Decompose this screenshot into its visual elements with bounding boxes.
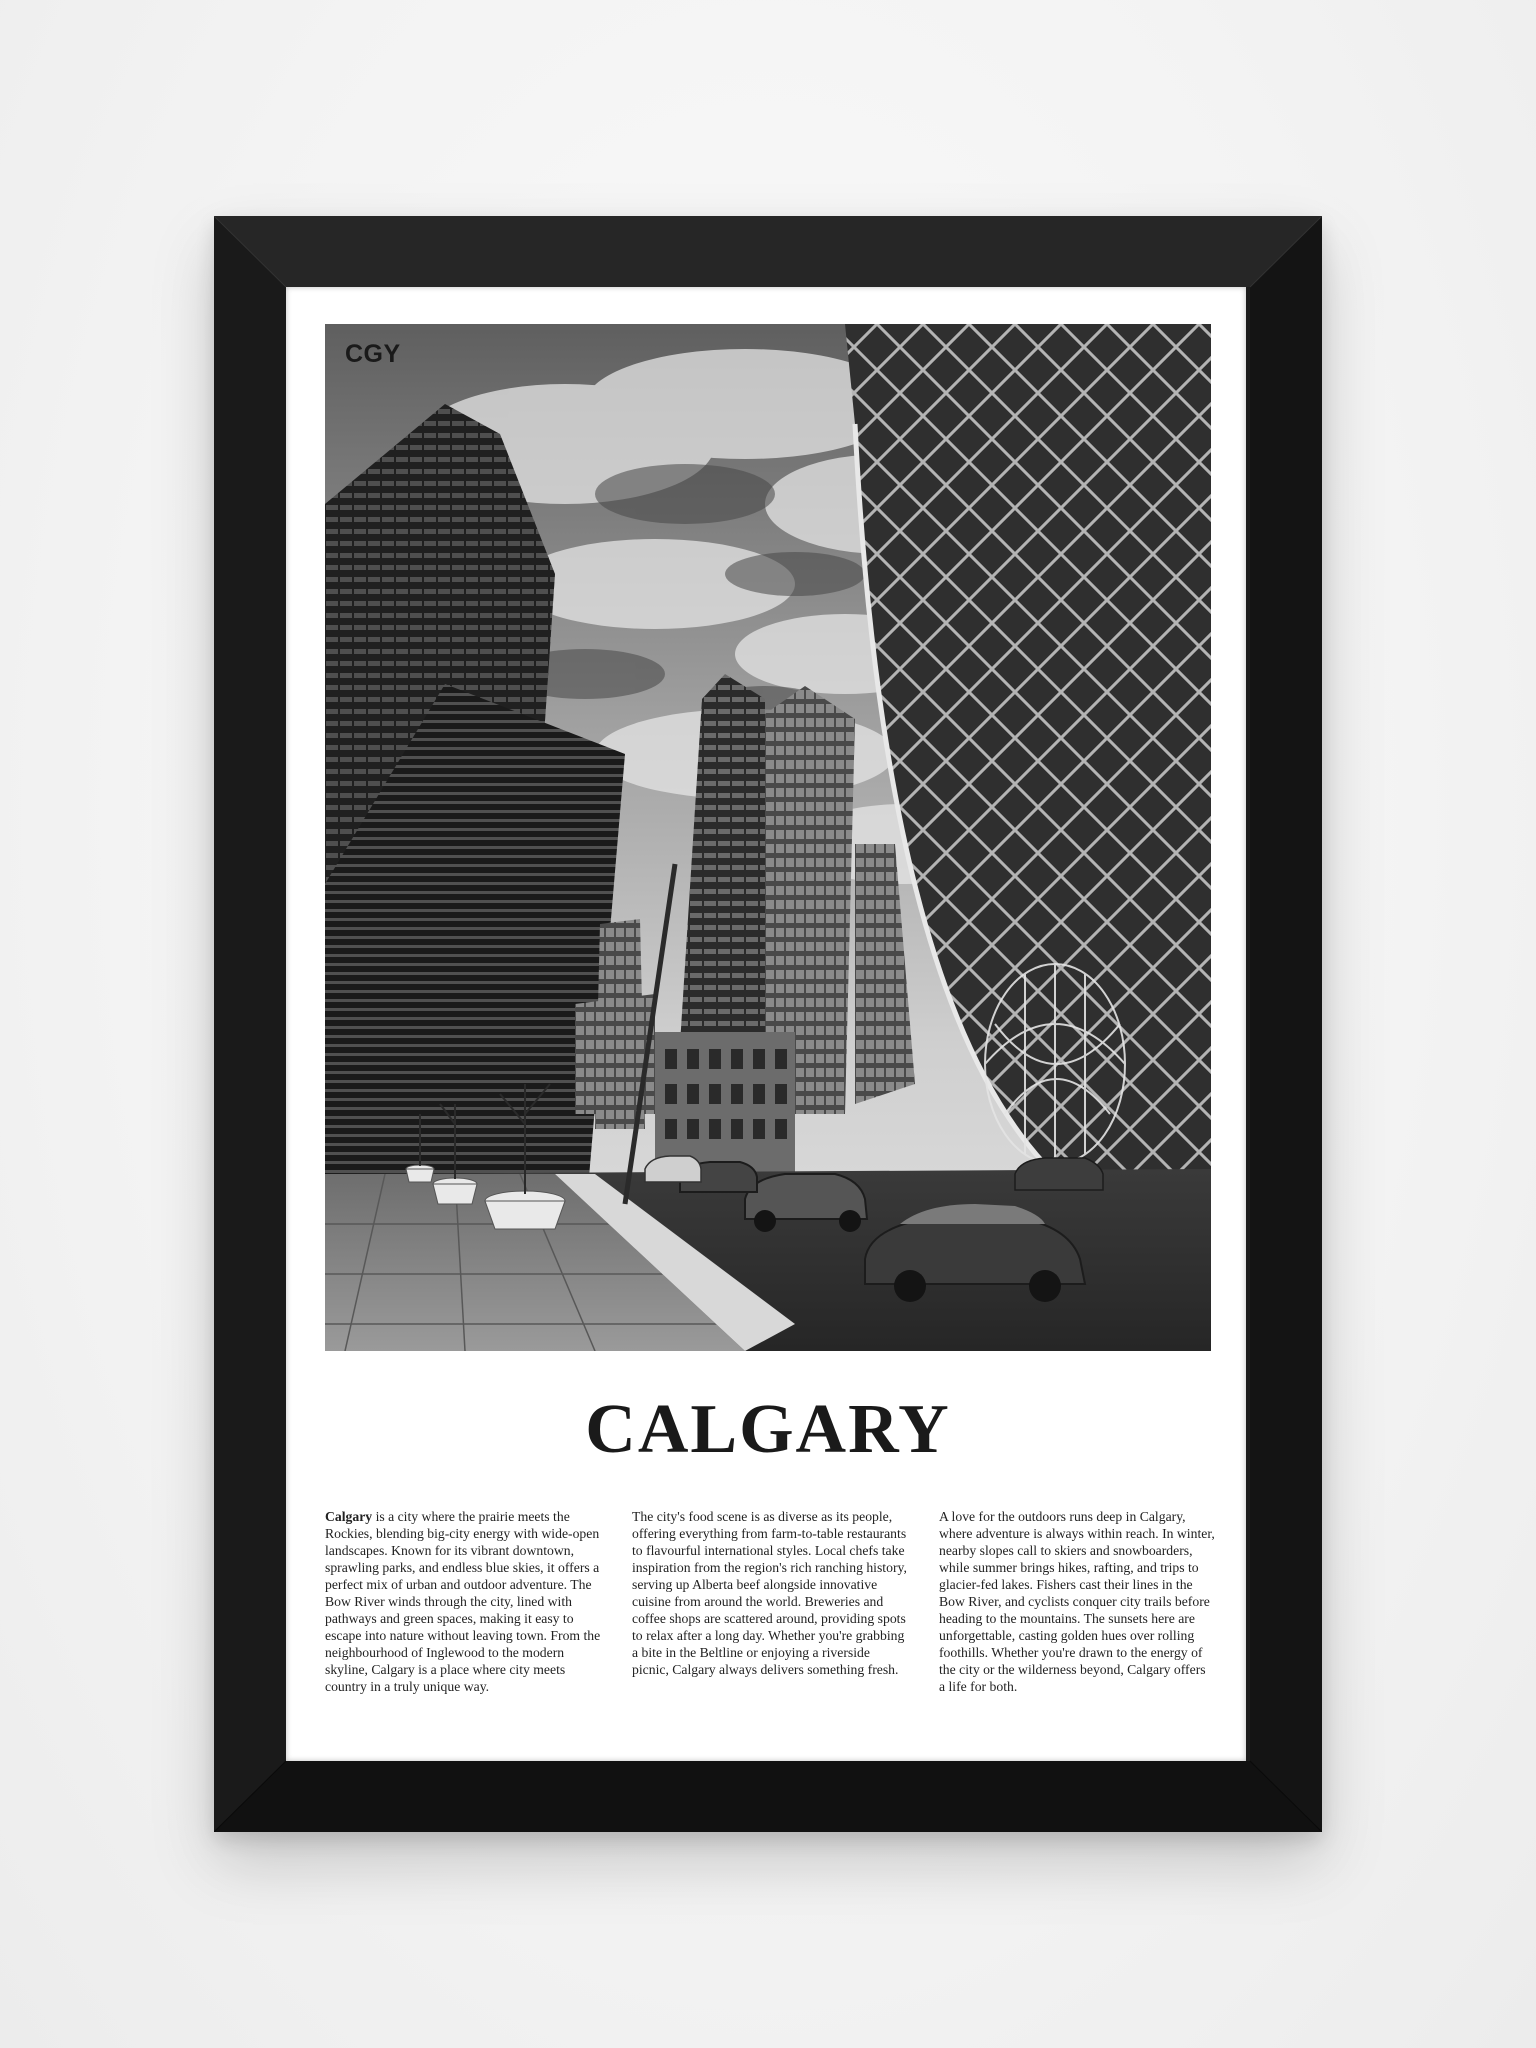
description-column-1-text: is a city where the prairie meets the Rockies, blending big-city energy with wide-open landscapes. Known for its vibrant downtown, sprawling parks, and endless blue skies, it offers a perfect mix of urban and outdoor adventure. The Bow River winds through the city, lined with pathways and green spaces, making it easy to escape into nature without leaving town. From the neighbourhood of Inglewood to the modern skyline, Calgary is a place where city meets country in a truly unique way. <box>325 1509 601 1694</box>
description-column-3: A love for the outdoors runs deep in Calgary, where adventure is always within reach. In winter, nearby slopes call to skiers and snowboarders, while summer brings hikes, rafting, and trips to glacier-fed lakes. Fishers cast their lines in the Bow River, and cyclists conquer city trails before heading to the mountains. The sunsets here are unforgettable, casting golden hues over rolling foothills. Whether you're drawn to the energy of the city or the wilderness beyond, Calgary offers a life for both. <box>939 1509 1215 1694</box>
city-code-badge: CGY <box>345 340 401 368</box>
description-lead-word: Calgary <box>325 1509 373 1524</box>
description-column-2: The city's food scene is as diverse as its people, offering everything from farm-to-table restaurants to flavourful international styles. Local chefs take inspiration from the region's rich ranching history, serving up Alberta beef alongside innovative cuisine from around the world. Breweries and coffee shops are scattered around, providing spots to relax after a long day. Whether you're grabbing a bite in the Beltline or enjoying a riverside picnic, Calgary always delivers something fresh. <box>632 1509 907 1677</box>
poster-title: CALGARY <box>585 1391 951 1468</box>
description-column-1 <box>325 1508 601 1695</box>
skyline-photo <box>325 324 1211 1351</box>
